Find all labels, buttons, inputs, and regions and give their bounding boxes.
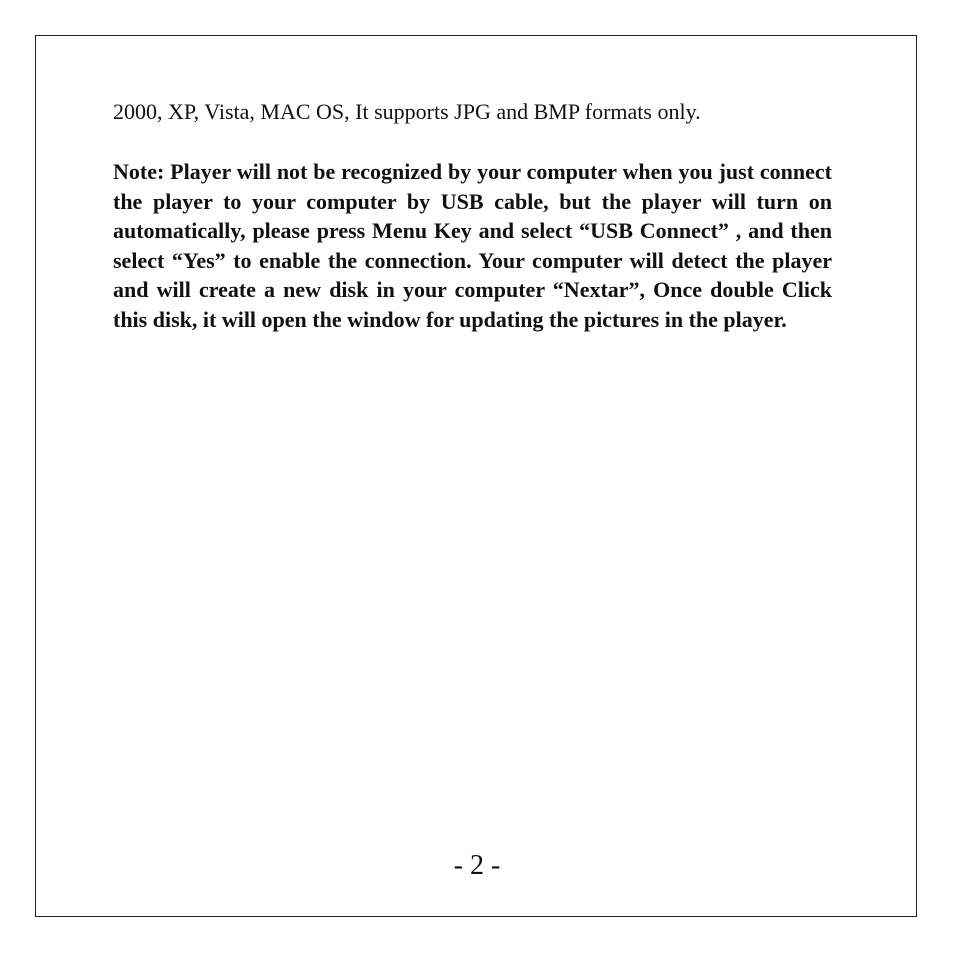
note-paragraph: Note: Player will not be recognized by your computer when you just connect the player to your computer by USB cable, but the player will turn on automatically, please press Menu Key and select “USB Connect” , and then select “Yes” to enable the connection. Your computer will detect the player and will create a new disk in your computer “Nextar”, Once double Click this disk, it will open the window for updating the pictures in the player. [113, 159, 832, 332]
intro-text-line: 2000, XP, Vista, MAC OS, It supports JPG and BMP formats only. [113, 99, 701, 124]
page-number: - 2 - [453, 850, 501, 881]
